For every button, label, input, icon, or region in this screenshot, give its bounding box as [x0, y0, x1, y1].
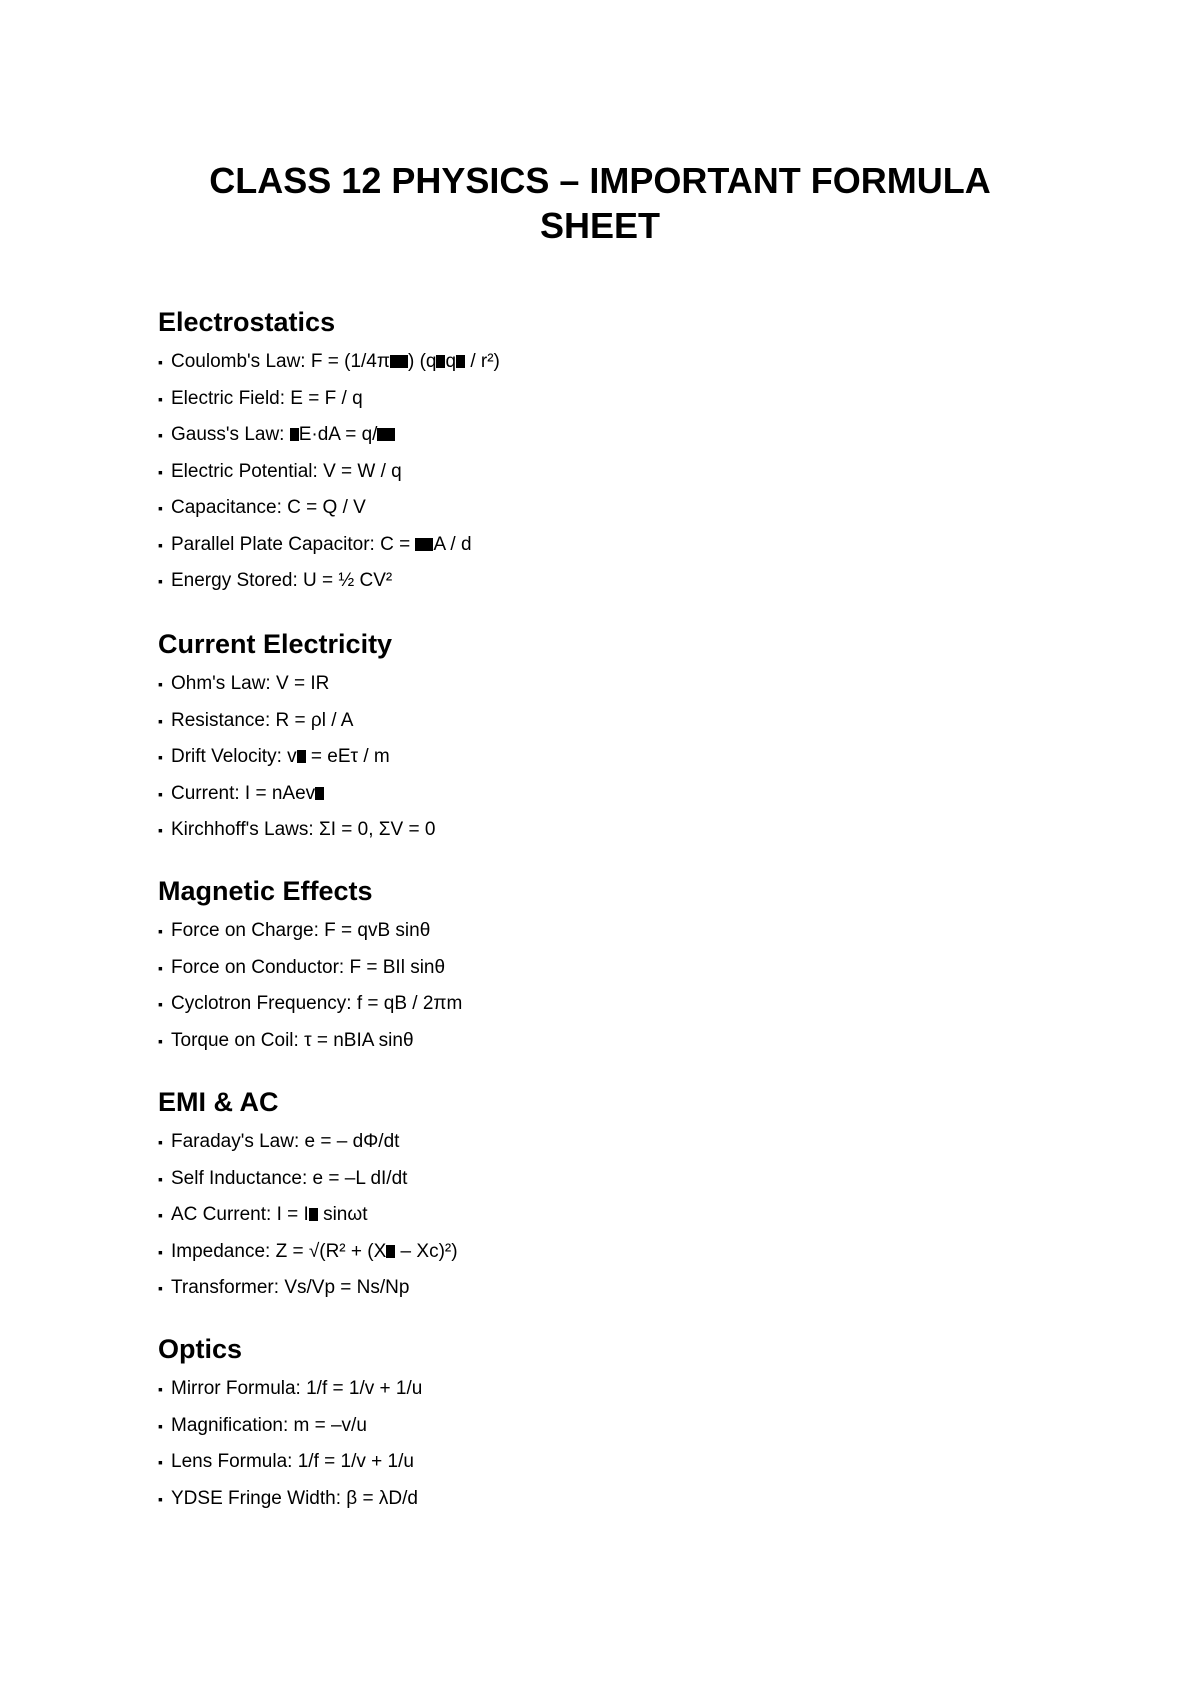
bullet-icon: ▪: [158, 712, 163, 729]
section-heading: Current Electricity: [158, 629, 393, 659]
formula-item: ▪ Drift Velocity: v = eEτ / m: [158, 744, 1058, 770]
missing-glyph-box: [436, 355, 445, 368]
section-current-electricity: [158, 627, 1058, 854]
formula-item: ▪ Coulomb's Law: F = (1/4π ) (q q / r²): [158, 349, 1058, 375]
formula-item: ▪ Energy Stored: U = ½ CV²: [158, 568, 1058, 594]
missing-glyph-box: [290, 428, 299, 441]
bullet-icon: ▪: [158, 427, 163, 443]
page-title: CLASS 12 PHYSICS – IMPORTANT FORMULA SHEET: [209, 160, 991, 246]
formula-item: ▪ Cyclotron Frequency: f = qB / 2πm: [158, 991, 1058, 1017]
bullet-icon: ▪: [158, 1280, 163, 1296]
bullet-icon: ▪: [158, 959, 163, 976]
bullet-icon: ▪: [158, 1381, 163, 1397]
missing-glyph-box: [386, 428, 395, 441]
bullet-icon: ▪: [158, 1170, 163, 1187]
formula-item: ▪ Resistance: R = ρl / A: [158, 708, 1058, 734]
formula-item: ▪ Faraday's Law: e = – dΦ/dt: [158, 1129, 1058, 1155]
missing-glyph-box: [377, 428, 386, 441]
formula-item: ▪ Lens Formula: 1/f = 1/v + 1/u: [158, 1449, 1058, 1475]
bullet-icon: ▪: [158, 1134, 163, 1150]
section-heading: EMI & AC: [158, 1087, 279, 1117]
bullet-icon: ▪: [158, 390, 163, 407]
formula-item: ▪ Parallel Plate Capacitor: C = A / d: [158, 532, 1058, 558]
formula-item: ▪ Current: I = nAev: [158, 781, 1058, 807]
section-heading: Optics: [158, 1334, 243, 1364]
missing-glyph-box: [297, 750, 306, 763]
bullet-icon: ▪: [158, 354, 163, 370]
formula-item: ▪ Magnification: m = –v/u: [158, 1413, 1058, 1439]
formula-item: ▪ Capacitance: C = Q / V: [158, 495, 1058, 521]
formula-item: ▪ Transformer: Vs/Vp = Ns/Np: [158, 1275, 1058, 1301]
missing-glyph-box: [456, 355, 465, 368]
missing-glyph-box: [315, 787, 324, 800]
formula-item: ▪ Electric Field: E = F / q: [158, 386, 1058, 412]
formula-item: ▪ YDSE Fringe Width: β = λD/d: [158, 1486, 1058, 1512]
formula-item: ▪ Torque on Coil: τ = nBIA sinθ: [158, 1028, 1058, 1054]
missing-glyph-box: [399, 355, 408, 368]
missing-glyph-box: [309, 1208, 318, 1221]
bullet-icon: ▪: [158, 1207, 163, 1223]
bullet-icon: ▪: [158, 822, 163, 838]
bullet-icon: ▪: [158, 500, 163, 516]
formula-item: ▪ Gauss's Law: E·dA = q/: [158, 422, 1058, 448]
formula-item: ▪ Force on Charge: F = qvB sinθ: [158, 918, 1058, 944]
bullet-icon: ▪: [158, 573, 163, 589]
formula-item: ▪ Self Inductance: e = –L dI/dt: [158, 1166, 1058, 1192]
bullet-icon: ▪: [158, 536, 163, 553]
formula-item: ▪ Impedance: Z = √(R² + (X – Xc)²): [158, 1239, 1058, 1265]
missing-glyph-box: [424, 538, 433, 551]
missing-glyph-box: [415, 538, 424, 551]
formula-item: ▪ Electric Potential: V = W / q: [158, 459, 1058, 485]
section-heading: Electrostatics: [158, 307, 336, 337]
bullet-icon: ▪: [158, 1490, 163, 1507]
section-magnetic-effects: [158, 874, 1058, 1064]
bullet-icon: ▪: [158, 1417, 163, 1434]
bullet-icon: ▪: [158, 1454, 163, 1470]
bullet-icon: ▪: [158, 463, 163, 480]
formula-item: ▪ Force on Conductor: F = BIl sinθ: [158, 955, 1058, 981]
formula-item: ▪ AC Current: I = I sinωt: [158, 1202, 1058, 1228]
section-electrostatics: [158, 305, 1058, 605]
bullet-icon: ▪: [158, 1243, 163, 1260]
bullet-icon: ▪: [158, 923, 163, 939]
formula-item: ▪ Kirchhoff's Laws: ΣI = 0, ΣV = 0: [158, 817, 1058, 843]
section-heading: Magnetic Effects: [158, 876, 373, 906]
bullet-icon: ▪: [158, 749, 163, 765]
bullet-icon: ▪: [158, 996, 163, 1012]
bullet-icon: ▪: [158, 785, 163, 802]
bullet-icon: ▪: [158, 676, 163, 692]
section-optics: [158, 1332, 1058, 1522]
formula-item: ▪ Mirror Formula: 1/f = 1/v + 1/u: [158, 1376, 1058, 1402]
formula-item: ▪ Ohm's Law: V = IR: [158, 671, 1058, 697]
missing-glyph-box: [386, 1245, 395, 1258]
bullet-icon: ▪: [158, 1032, 163, 1049]
missing-glyph-box: [390, 355, 399, 368]
section-emi-ac: [158, 1085, 1058, 1312]
